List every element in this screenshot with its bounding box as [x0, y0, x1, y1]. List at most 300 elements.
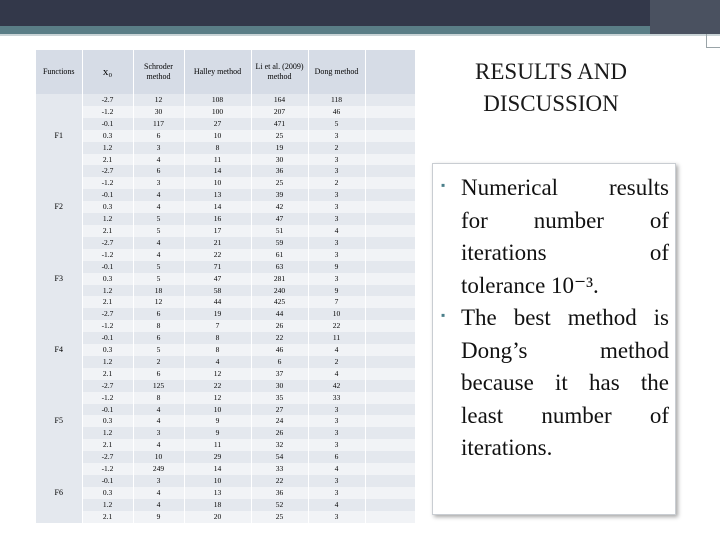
x0-cell: -0.1	[82, 404, 133, 416]
function-label-cell	[36, 154, 82, 166]
schroder-cell: 3	[133, 177, 184, 189]
function-label-cell	[36, 511, 82, 523]
spacer-cell	[365, 475, 415, 487]
spacer-cell	[365, 427, 415, 439]
dong-cell: 5	[308, 118, 365, 130]
x0-cell: -0.1	[82, 189, 133, 201]
dong-cell: 4	[308, 344, 365, 356]
halley-cell: 22	[184, 380, 251, 392]
halley-cell: 17	[184, 225, 251, 237]
schroder-cell: 5	[133, 344, 184, 356]
bullet-marker-icon: ▪	[441, 308, 446, 322]
dong-cell: 3	[308, 427, 365, 439]
halley-cell: 58	[184, 285, 251, 297]
spacer-cell	[365, 380, 415, 392]
schroder-cell: 4	[133, 249, 184, 261]
table-row	[36, 308, 415, 320]
halley-cell: 11	[184, 154, 251, 166]
table-row	[36, 368, 415, 380]
spacer-cell	[365, 356, 415, 368]
li-cell: 63	[251, 261, 308, 273]
halley-cell: 108	[184, 94, 251, 106]
dong-cell: 7	[308, 296, 365, 308]
dong-cell: 2	[308, 356, 365, 368]
schroder-cell: 12	[133, 296, 184, 308]
function-label-cell	[36, 225, 82, 237]
li-cell: 22	[251, 332, 308, 344]
bullet-line: iterations.	[461, 435, 553, 461]
schroder-cell: 2	[133, 356, 184, 368]
halley-cell: 19	[184, 308, 251, 320]
results-table-container	[36, 50, 415, 523]
schroder-cell: 18	[133, 285, 184, 297]
function-label-cell	[36, 94, 82, 106]
function-label-cell	[36, 237, 82, 249]
table-row	[36, 285, 415, 297]
schroder-cell: 5	[133, 273, 184, 285]
x0-cell: 2.1	[82, 511, 133, 523]
bullet-line: least number of	[461, 402, 669, 428]
x0-cell: 2.1	[82, 368, 133, 380]
li-cell: 240	[251, 285, 308, 297]
table-row	[36, 261, 415, 273]
table-row	[36, 415, 415, 427]
spacer-cell	[365, 165, 415, 177]
x0-cell: -0.1	[82, 261, 133, 273]
header-schroder-line1: Schroder	[144, 62, 173, 71]
x0-cell: -1.2	[82, 463, 133, 475]
table-row	[36, 320, 415, 332]
halley-cell: 4	[184, 356, 251, 368]
x0-cell: 0.3	[82, 201, 133, 213]
spacer-cell	[365, 308, 415, 320]
function-label-cell	[36, 451, 82, 463]
li-cell: 32	[251, 439, 308, 451]
table-row	[36, 356, 415, 368]
function-label-cell	[36, 213, 82, 225]
function-label-cell	[36, 320, 82, 332]
bullet-text	[461, 302, 669, 465]
dong-cell: 118	[308, 94, 365, 106]
li-cell: 471	[251, 118, 308, 130]
li-cell: 59	[251, 237, 308, 249]
table-row	[36, 154, 415, 166]
schroder-cell: 6	[133, 332, 184, 344]
table-row	[36, 475, 415, 487]
halley-cell: 8	[184, 344, 251, 356]
dong-cell: 9	[308, 261, 365, 273]
schroder-cell: 8	[133, 320, 184, 332]
x0-cell: -2.7	[82, 237, 133, 249]
slide-title-line1: RESULTS AND	[475, 59, 627, 84]
x0-cell: 1.2	[82, 285, 133, 297]
spacer-cell	[365, 130, 415, 142]
top-banner-dark	[0, 0, 720, 26]
spacer-cell	[365, 451, 415, 463]
table-body	[36, 94, 415, 523]
function-label-cell	[36, 249, 82, 261]
dong-cell: 10	[308, 308, 365, 320]
halley-cell: 10	[184, 475, 251, 487]
function-label-cell	[36, 142, 82, 154]
table-row	[36, 439, 415, 451]
spacer-cell	[365, 439, 415, 451]
table-row	[36, 130, 415, 142]
halley-cell: 14	[184, 165, 251, 177]
halley-cell: 11	[184, 439, 251, 451]
x0-cell: 1.2	[82, 213, 133, 225]
bullet-marker-icon: ▪	[441, 178, 446, 192]
x0-cell: -1.2	[82, 249, 133, 261]
dong-cell: 3	[308, 415, 365, 427]
halley-cell: 12	[184, 368, 251, 380]
header-spacer	[365, 50, 415, 94]
x0-cell: 0.3	[82, 487, 133, 499]
li-cell: 24	[251, 415, 308, 427]
spacer-cell	[365, 189, 415, 201]
spacer-cell	[365, 249, 415, 261]
halley-cell: 100	[184, 106, 251, 118]
bullet-line: The best method is	[461, 305, 669, 330]
halley-cell: 47	[184, 273, 251, 285]
schroder-cell: 10	[133, 451, 184, 463]
x0-cell: 2.1	[82, 439, 133, 451]
table-row	[36, 177, 415, 189]
halley-cell: 44	[184, 296, 251, 308]
x0-cell: 2.1	[82, 154, 133, 166]
spacer-cell	[365, 332, 415, 344]
slide-title	[438, 56, 664, 120]
li-cell: 44	[251, 308, 308, 320]
table-row	[36, 94, 415, 106]
dong-cell: 46	[308, 106, 365, 118]
schroder-cell: 4	[133, 415, 184, 427]
function-label-cell: F4	[36, 344, 82, 356]
dong-cell: 3	[308, 404, 365, 416]
function-label-cell	[36, 285, 82, 297]
table-row	[36, 344, 415, 356]
halley-cell: 8	[184, 332, 251, 344]
x0-cell: 1.2	[82, 499, 133, 511]
x0-cell: 0.3	[82, 415, 133, 427]
x0-cell: 2.1	[82, 296, 133, 308]
schroder-cell: 6	[133, 368, 184, 380]
dong-cell: 33	[308, 392, 365, 404]
function-label-cell	[36, 165, 82, 177]
li-cell: 26	[251, 427, 308, 439]
spacer-cell	[365, 392, 415, 404]
table-row	[36, 511, 415, 523]
schroder-cell: 249	[133, 463, 184, 475]
halley-cell: 10	[184, 130, 251, 142]
bullet-line: for number of	[461, 207, 669, 233]
li-cell: 54	[251, 451, 308, 463]
function-label-cell	[36, 261, 82, 273]
halley-cell: 10	[184, 177, 251, 189]
li-cell: 164	[251, 94, 308, 106]
table-row	[36, 118, 415, 130]
x0-cell: -2.7	[82, 380, 133, 392]
spacer-cell	[365, 285, 415, 297]
x0-cell: -0.1	[82, 332, 133, 344]
function-label-cell: F1	[36, 130, 82, 142]
function-label-cell	[36, 106, 82, 118]
header-schroder-line2: method	[146, 72, 171, 81]
x0-cell: -2.7	[82, 94, 133, 106]
function-label-cell	[36, 332, 82, 344]
li-cell: 22	[251, 475, 308, 487]
spacer-cell	[365, 511, 415, 523]
function-label-cell	[36, 499, 82, 511]
spacer-cell	[365, 142, 415, 154]
schroder-cell: 4	[133, 487, 184, 499]
x0-cell: -1.2	[82, 106, 133, 118]
function-label-cell	[36, 308, 82, 320]
top-banner-teal	[0, 26, 720, 34]
li-cell: 61	[251, 249, 308, 261]
schroder-cell: 3	[133, 475, 184, 487]
spacer-cell	[365, 225, 415, 237]
table-row	[36, 225, 415, 237]
li-cell: 37	[251, 368, 308, 380]
halley-cell: 29	[184, 451, 251, 463]
function-label-cell	[36, 368, 82, 380]
dong-cell: 3	[308, 439, 365, 451]
x0-cell: 0.3	[82, 273, 133, 285]
halley-cell: 7	[184, 320, 251, 332]
table-row	[36, 380, 415, 392]
schroder-cell: 4	[133, 439, 184, 451]
table-row	[36, 332, 415, 344]
spacer-cell	[365, 404, 415, 416]
halley-cell: 71	[184, 261, 251, 273]
dong-cell: 3	[308, 249, 365, 261]
halley-cell: 20	[184, 511, 251, 523]
dong-cell: 4	[308, 463, 365, 475]
dong-cell: 22	[308, 320, 365, 332]
li-cell: 25	[251, 130, 308, 142]
dong-cell: 3	[308, 487, 365, 499]
table-row	[36, 273, 415, 285]
schroder-cell: 3	[133, 142, 184, 154]
function-label-cell: F6	[36, 487, 82, 499]
top-banner-accent	[650, 0, 720, 34]
function-label-cell: F2	[36, 201, 82, 213]
dong-cell: 11	[308, 332, 365, 344]
schroder-cell: 6	[133, 165, 184, 177]
li-cell: 36	[251, 165, 308, 177]
halley-cell: 12	[184, 392, 251, 404]
function-label-cell	[36, 475, 82, 487]
li-cell: 35	[251, 392, 308, 404]
li-cell: 33	[251, 463, 308, 475]
table-row	[36, 404, 415, 416]
li-cell: 26	[251, 320, 308, 332]
li-cell: 46	[251, 344, 308, 356]
dong-cell: 3	[308, 475, 365, 487]
schroder-cell: 9	[133, 511, 184, 523]
x0-cell: 1.2	[82, 427, 133, 439]
spacer-cell	[365, 177, 415, 189]
table-row	[36, 142, 415, 154]
spacer-cell	[365, 296, 415, 308]
header-schroder	[133, 50, 184, 94]
header-li	[251, 50, 308, 94]
dong-cell: 3	[308, 130, 365, 142]
header-halley: Halley method	[184, 50, 251, 94]
schroder-cell: 6	[133, 308, 184, 320]
table-row	[36, 451, 415, 463]
x0-cell: 2.1	[82, 225, 133, 237]
x0-cell: -1.2	[82, 320, 133, 332]
dong-cell: 2	[308, 177, 365, 189]
dong-cell: 42	[308, 380, 365, 392]
function-label-cell	[36, 356, 82, 368]
schroder-cell: 30	[133, 106, 184, 118]
halley-cell: 22	[184, 249, 251, 261]
function-label-cell: F5	[36, 415, 82, 427]
function-label-cell	[36, 463, 82, 475]
function-label-cell	[36, 439, 82, 451]
spacer-cell	[365, 499, 415, 511]
spacer-cell	[365, 201, 415, 213]
halley-cell: 9	[184, 415, 251, 427]
table-row	[36, 463, 415, 475]
spacer-cell	[365, 94, 415, 106]
spacer-cell	[365, 213, 415, 225]
schroder-cell: 5	[133, 213, 184, 225]
halley-cell: 13	[184, 487, 251, 499]
header-dong: Dong method	[308, 50, 365, 94]
spacer-cell	[365, 106, 415, 118]
schroder-cell: 125	[133, 380, 184, 392]
table-row	[36, 296, 415, 308]
spacer-cell	[365, 320, 415, 332]
schroder-cell: 8	[133, 392, 184, 404]
dong-cell: 4	[308, 499, 365, 511]
table-row	[36, 392, 415, 404]
schroder-cell: 4	[133, 499, 184, 511]
function-label-cell	[36, 118, 82, 130]
schroder-cell: 5	[133, 225, 184, 237]
table-row	[36, 201, 415, 213]
li-cell: 47	[251, 213, 308, 225]
schroder-cell: 117	[133, 118, 184, 130]
li-cell: 25	[251, 511, 308, 523]
x0-cell: -1.2	[82, 392, 133, 404]
li-cell: 52	[251, 499, 308, 511]
li-cell: 36	[251, 487, 308, 499]
schroder-cell: 12	[133, 94, 184, 106]
x0-cell: -2.7	[82, 451, 133, 463]
table-row	[36, 487, 415, 499]
dong-cell: 3	[308, 201, 365, 213]
function-label-cell	[36, 177, 82, 189]
schroder-cell: 4	[133, 237, 184, 249]
table-row	[36, 165, 415, 177]
x0-cell: -0.1	[82, 475, 133, 487]
schroder-cell: 5	[133, 261, 184, 273]
spacer-cell	[365, 344, 415, 356]
table-header-row	[36, 50, 415, 94]
dong-cell: 3	[308, 154, 365, 166]
spacer-cell	[365, 154, 415, 166]
dong-cell: 3	[308, 237, 365, 249]
dong-cell: 3	[308, 165, 365, 177]
li-cell: 30	[251, 154, 308, 166]
table-row	[36, 499, 415, 511]
halley-cell: 27	[184, 118, 251, 130]
li-cell: 39	[251, 189, 308, 201]
slide-title-line2: DISCUSSION	[483, 91, 619, 116]
halley-cell: 14	[184, 463, 251, 475]
spacer-cell	[365, 118, 415, 130]
schroder-cell: 4	[133, 154, 184, 166]
dong-cell: 3	[308, 213, 365, 225]
x0-cell: 1.2	[82, 356, 133, 368]
li-cell: 207	[251, 106, 308, 118]
schroder-cell: 6	[133, 130, 184, 142]
x0-cell: 0.3	[82, 344, 133, 356]
function-label-cell	[36, 404, 82, 416]
spacer-cell	[365, 261, 415, 273]
li-cell: 42	[251, 201, 308, 213]
spacer-cell	[365, 368, 415, 380]
bullet-line: Numerical results	[461, 175, 669, 200]
li-cell: 30	[251, 380, 308, 392]
header-li-line1: Li et al. (2009)	[255, 62, 304, 71]
spacer-cell	[365, 463, 415, 475]
results-table	[36, 50, 415, 523]
schroder-cell: 4	[133, 201, 184, 213]
table-row	[36, 427, 415, 439]
table-row	[36, 237, 415, 249]
bullet-line: because it has the	[461, 370, 669, 396]
dong-cell: 3	[308, 273, 365, 285]
dong-cell: 2	[308, 142, 365, 154]
halley-cell: 18	[184, 499, 251, 511]
bullet-line: tolerance 10⁻³.	[461, 272, 599, 298]
li-cell: 19	[251, 142, 308, 154]
spacer-cell	[365, 237, 415, 249]
halley-cell: 16	[184, 213, 251, 225]
function-label-cell	[36, 296, 82, 308]
table-row	[36, 189, 415, 201]
spacer-cell	[365, 273, 415, 285]
dong-cell: 3	[308, 511, 365, 523]
spacer-cell	[365, 487, 415, 499]
dong-cell: 9	[308, 285, 365, 297]
bullet-line: Dong’s method	[461, 337, 669, 363]
header-li-line2: method	[267, 72, 292, 81]
function-label-cell	[36, 380, 82, 392]
x0-cell: -2.7	[82, 308, 133, 320]
halley-cell: 14	[184, 201, 251, 213]
header-x0: x₀	[82, 50, 133, 94]
dong-cell: 6	[308, 451, 365, 463]
x0-cell: -1.2	[82, 177, 133, 189]
li-cell: 281	[251, 273, 308, 285]
spacer-cell	[365, 415, 415, 427]
bullet-line: iterations of	[461, 240, 669, 266]
x0-cell: 0.3	[82, 130, 133, 142]
dong-cell: 4	[308, 368, 365, 380]
table-row	[36, 213, 415, 225]
halley-cell: 21	[184, 237, 251, 249]
halley-cell: 13	[184, 189, 251, 201]
header-functions: Functions	[36, 50, 82, 94]
function-label-cell: F3	[36, 273, 82, 285]
